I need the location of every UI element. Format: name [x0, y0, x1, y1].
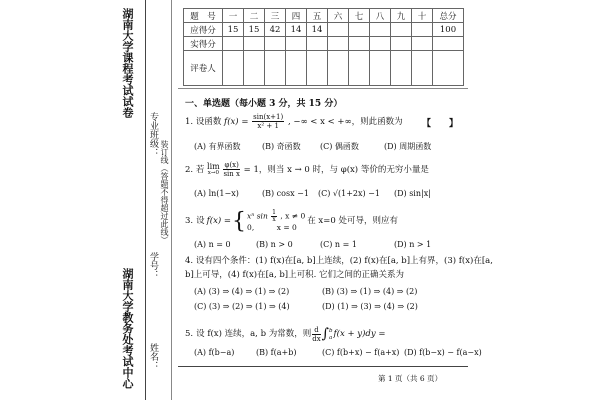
func-label: f(x) =: [206, 216, 232, 226]
score-cell[interactable]: [349, 37, 370, 51]
limit-word: lim: [207, 161, 220, 171]
score-cell[interactable]: [370, 37, 391, 51]
score-cell[interactable]: [412, 37, 433, 51]
option-a[interactable]: (A) 有界函数: [194, 142, 241, 151]
binding-line-note: 装订线（答题不得超过此线）: [160, 140, 169, 244]
fraction-numerator: φ(x): [224, 161, 239, 169]
page-footer: 第 1 页（共 6 页）: [378, 374, 443, 383]
fraction: [223, 161, 240, 178]
score-cell: 100: [433, 23, 464, 37]
func-label: f(x) =: [224, 117, 249, 127]
fraction-denominator: x: [272, 216, 276, 223]
grader-cell[interactable]: [349, 51, 370, 86]
grader-cell[interactable]: [265, 51, 286, 86]
option-d[interactable]: (D) n > 1: [394, 240, 432, 249]
row-label: 应得分: [184, 23, 223, 37]
score-table: [183, 8, 464, 86]
case-2: 0, x = 0: [247, 223, 297, 232]
score-cell: [412, 23, 433, 37]
header-cell: 五: [307, 9, 328, 23]
question-number: 1.: [185, 117, 194, 127]
row-label: 实得分: [184, 37, 223, 51]
score-cell[interactable]: [307, 37, 328, 51]
score-cell[interactable]: [433, 37, 464, 51]
option-a[interactable]: (A) (3) ⇒ (4) ⇒ (1) ⇒ (2): [194, 287, 290, 296]
fraction: [252, 113, 284, 130]
question-number: 5.: [185, 329, 194, 339]
grader-cell[interactable]: [286, 51, 307, 86]
margin-divider-inner: [171, 0, 172, 400]
brace: {: [232, 208, 247, 234]
header-cell: 六: [328, 9, 349, 23]
student-no-label: 学号：: [148, 252, 158, 279]
exam-center-title: 湖南大学教务处考试中心: [121, 268, 134, 389]
question-5: [185, 326, 385, 343]
section-title: 一、单选题（每小题 3 分，共 15 分）: [185, 99, 343, 109]
score-cell: [391, 23, 412, 37]
option-d[interactable]: (D) f(b−x) − f(a−x): [404, 348, 482, 357]
question-4-line-2: b]上可导，(4) f(x)在[a, b]上可积. 它们之间的正确关系为: [185, 270, 405, 280]
option-b[interactable]: (B) f(a+b): [256, 348, 297, 357]
fraction-denominator: sin x: [223, 170, 240, 178]
question-2: [185, 161, 429, 178]
option-d[interactable]: (D) (1) ⇒ (3) ⇒ (4) ⇒ (2): [322, 302, 418, 311]
stem-text: 在 x=0 处可导，则应有: [307, 216, 398, 226]
option-a[interactable]: (A) n = 0: [194, 240, 231, 249]
question-number: 2.: [185, 165, 194, 175]
fraction: [271, 210, 277, 223]
score-cell: 15: [223, 23, 244, 37]
case-1-pre: xⁿ sin: [247, 211, 268, 221]
header-cell: 七: [349, 9, 370, 23]
option-d[interactable]: (D) 周期函数: [384, 142, 432, 151]
option-b[interactable]: (B) n > 0: [256, 240, 293, 249]
case-1: [247, 210, 305, 223]
score-cell: 42: [265, 23, 286, 37]
score-cell[interactable]: [265, 37, 286, 51]
score-cell: [370, 23, 391, 37]
integral-limits: [329, 328, 333, 342]
footer-divider: [178, 366, 468, 367]
score-cell[interactable]: [223, 37, 244, 51]
grader-cell[interactable]: [412, 51, 433, 86]
grader-cell[interactable]: [328, 51, 349, 86]
score-header-row: [184, 9, 464, 23]
header-cell: 三: [265, 9, 286, 23]
fraction-numerator: d: [314, 326, 319, 334]
score-actual-row: [184, 37, 464, 51]
score-cell[interactable]: [328, 37, 349, 51]
header-cell: 一: [223, 9, 244, 23]
stem-text: 若: [195, 165, 205, 175]
stem-text: 设有四个条件：(1) f(x)在[a, b]上连续，(2) f(x)在[a, b]上有界，(3) f(x)在[a,: [195, 256, 493, 266]
row-label: 评卷人: [184, 51, 223, 86]
header-cell: 十: [412, 9, 433, 23]
score-due-row: [184, 23, 464, 37]
stem-text: 设 f(x) 连续，a, b 为常数，则: [196, 329, 312, 339]
score-cell[interactable]: [244, 37, 265, 51]
limit: [207, 163, 220, 177]
major-class-label: 专业班级：: [148, 112, 158, 157]
header-cell: 九: [391, 9, 412, 23]
question-number: 4.: [185, 256, 194, 266]
section-divider: [178, 88, 468, 89]
derivative-fraction: [312, 326, 320, 343]
fraction-numerator: sin(x+1): [253, 113, 284, 121]
score-cell: 15: [244, 23, 265, 37]
header-cell: 题 号: [184, 9, 223, 23]
fraction-numerator: 1: [272, 209, 276, 216]
option-b[interactable]: (B) cosx −1: [262, 189, 309, 198]
question-4-line-1: [185, 256, 493, 267]
integrand: f(x + y)dy =: [333, 329, 386, 339]
stem-text: , −∞ < x < +∞，则此函数为: [287, 117, 403, 127]
score-grader-row: [184, 51, 464, 86]
upper-limit: b: [328, 327, 333, 334]
stem-text: = 1，则当 x → 0 时，与 φ(x) 等价的无穷小量是: [243, 165, 429, 175]
header-cell: 二: [244, 9, 265, 23]
lower-limit: a: [328, 334, 333, 341]
header-cell: 总分: [433, 9, 464, 23]
option-a[interactable]: (A) ln(1−x): [194, 189, 239, 198]
score-cell[interactable]: [286, 37, 307, 51]
fraction-denominator: dx: [312, 335, 321, 343]
answer-bracket[interactable]: 【 】: [422, 119, 459, 129]
grader-cell[interactable]: [223, 51, 244, 86]
header-cell: 四: [286, 9, 307, 23]
integral-sign: ∫: [321, 326, 329, 342]
piecewise-cases: [247, 210, 305, 233]
name-label: 姓名：: [148, 343, 158, 370]
score-cell: 14: [307, 23, 328, 37]
option-d[interactable]: (D) sin|x|: [394, 189, 431, 198]
margin-divider-outer: [145, 0, 146, 400]
score-cell[interactable]: [391, 37, 412, 51]
header-cell: 八: [370, 9, 391, 23]
grader-cell[interactable]: [370, 51, 391, 86]
option-c[interactable]: (C) √(1+2x) −1: [318, 189, 380, 198]
option-b[interactable]: (B) (3) ⇒ (1) ⇒ (4) ⇒ (2): [322, 287, 418, 296]
question-1: [185, 113, 403, 130]
grader-cell[interactable]: [244, 51, 265, 86]
option-a[interactable]: (A) f(b−a): [194, 348, 235, 357]
grader-cell[interactable]: [307, 51, 328, 86]
limit-subscript: x→0: [207, 169, 219, 176]
score-cell: [328, 23, 349, 37]
case-1-condition: , x ≠ 0: [280, 211, 306, 221]
stem-text: 设: [196, 216, 205, 226]
option-c[interactable]: (C) 偶函数: [320, 142, 359, 151]
score-cell: [349, 23, 370, 37]
grader-cell[interactable]: [433, 51, 464, 86]
question-3: [185, 210, 398, 233]
exam-paper-title: 湖南大学课程考试试卷: [121, 8, 134, 118]
option-c[interactable]: (C) f(b+x) − f(a+x): [322, 348, 400, 357]
fraction-denominator: x² + 1: [257, 122, 279, 130]
stem-text: 设函数: [195, 117, 222, 127]
grader-cell[interactable]: [391, 51, 412, 86]
score-cell: 14: [286, 23, 307, 37]
option-b[interactable]: (B) 奇函数: [262, 142, 301, 151]
option-c[interactable]: (C) n = 1: [320, 240, 357, 249]
question-number: 3.: [185, 216, 194, 226]
option-c[interactable]: (C) (3) ⇒ (2) ⇒ (1) ⇒ (4): [194, 302, 290, 311]
